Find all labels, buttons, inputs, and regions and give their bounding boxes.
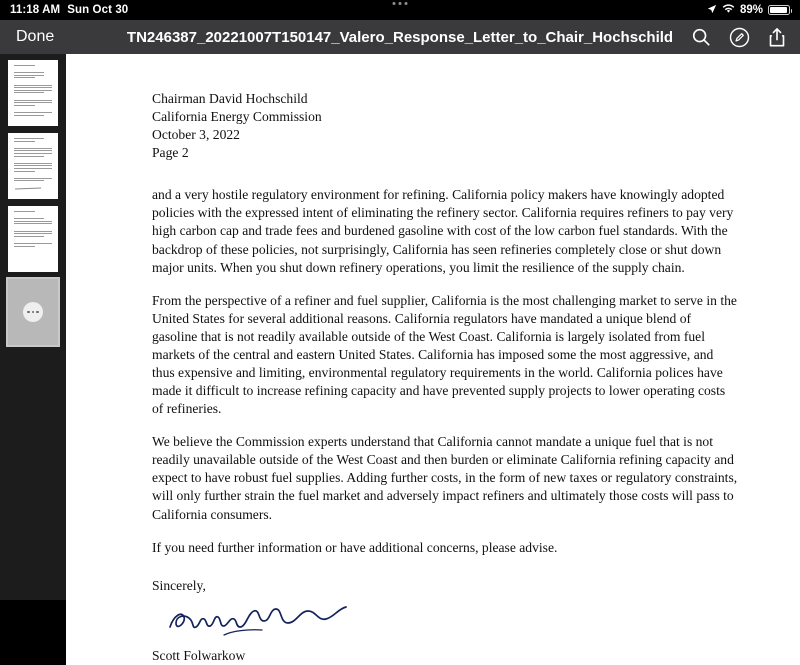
handwritten-signature-icon bbox=[162, 601, 352, 645]
status-bar-center-dots bbox=[393, 2, 408, 5]
status-time: 11:18 AM bbox=[10, 4, 61, 16]
document-toolbar bbox=[0, 20, 800, 54]
letter-paragraph: From the perspective of a refiner and fuel supplier, California is the most challenging market to serve in the United States for several additional reasons. California regulators have mandated a unique blend of gasoline that is not readily available outside of the West Coast. California is largely isolated from fuel markets of the central and eastern United States. California has imposed some the most aggressive, and thus expensive and limiting, environmental regulatory requirements in the world. California polices have made it difficult to increase refining capacity and have prevented supply projects to lower operating costs of refineries. bbox=[152, 292, 737, 417]
dot-icon bbox=[393, 2, 396, 5]
ellipsis-icon bbox=[23, 302, 43, 322]
letter-header bbox=[152, 90, 738, 162]
dot-icon bbox=[399, 2, 402, 5]
page-scroll-area[interactable] bbox=[66, 54, 800, 663]
viewer-content bbox=[0, 54, 800, 663]
thumbnail-preview bbox=[8, 206, 58, 272]
status-bar bbox=[0, 0, 800, 20]
letter-paragraph: and a very hostile regulatory environment for refining. California policy makers have knowingly adopted policies with the expressed intent of eliminating the refinery sector. California requires refiners to pay very high carbon cap and trade fees and burdened gasoline with cost of the low carbon fuel standards. With the backdrop of these policies, not surprisingly, California has seen refineries completely close or shut down major units. When you shut down refinery operations, you limit the resilience of the supply chain. bbox=[152, 187, 734, 275]
status-date: Sun Oct 30 bbox=[67, 4, 129, 16]
thumbnail-page-3[interactable] bbox=[8, 206, 58, 272]
letter-page-label: Page 2 bbox=[152, 145, 189, 161]
signature-image bbox=[152, 601, 738, 645]
letter-organization: California Energy Commission bbox=[152, 109, 322, 125]
dot-icon bbox=[405, 2, 408, 5]
letter-paragraph: We believe the Commission experts understand that California cannot mandate a unique fuel that is not readily unavailable outside of the West Coast and then burden or eliminate California refining capacity and expect to have robust fuel supplies. Adding further costs, in the form of new taxes or regulatory constraints, will only further strain the fuel market and adversely impact refiners and ultimately those costs will pass to California consumers. bbox=[152, 434, 738, 522]
share-icon[interactable] bbox=[766, 26, 788, 48]
battery-icon bbox=[768, 5, 790, 15]
toolbar-actions bbox=[690, 26, 788, 48]
thumbnail-page-4[interactable] bbox=[8, 279, 58, 345]
battery-percent-label: 89% bbox=[739, 4, 763, 16]
document-page bbox=[66, 54, 800, 665]
status-bar-left bbox=[10, 4, 128, 16]
status-bar-right bbox=[707, 4, 790, 17]
signature-mark bbox=[15, 184, 41, 190]
thumbnail-page-1[interactable] bbox=[8, 60, 58, 126]
wifi-icon bbox=[722, 4, 735, 17]
thumbnail-preview bbox=[8, 60, 58, 126]
thumbnail-loading-indicator bbox=[8, 279, 58, 345]
letter-closing: Sincerely, bbox=[152, 577, 206, 593]
location-arrow-icon bbox=[707, 4, 717, 17]
thumbnail-page-2[interactable] bbox=[8, 133, 58, 199]
thumbnail-sidebar[interactable] bbox=[0, 54, 66, 600]
done-button[interactable]: Done bbox=[12, 26, 58, 48]
document-title: TN246387_20221007T150147_Valero_Response_Letter_to_Chair_Hochschild bbox=[126, 28, 674, 46]
letter-date: October 3, 2022 bbox=[152, 127, 240, 143]
letter-recipient: Chairman David Hochschild bbox=[152, 91, 308, 106]
markup-pen-circle-icon[interactable] bbox=[728, 26, 750, 48]
signature-name: Scott Folwarkow bbox=[152, 647, 246, 663]
search-icon[interactable] bbox=[690, 26, 712, 48]
letter-paragraph: If you need further information or have additional concerns, please advise. bbox=[152, 539, 558, 555]
